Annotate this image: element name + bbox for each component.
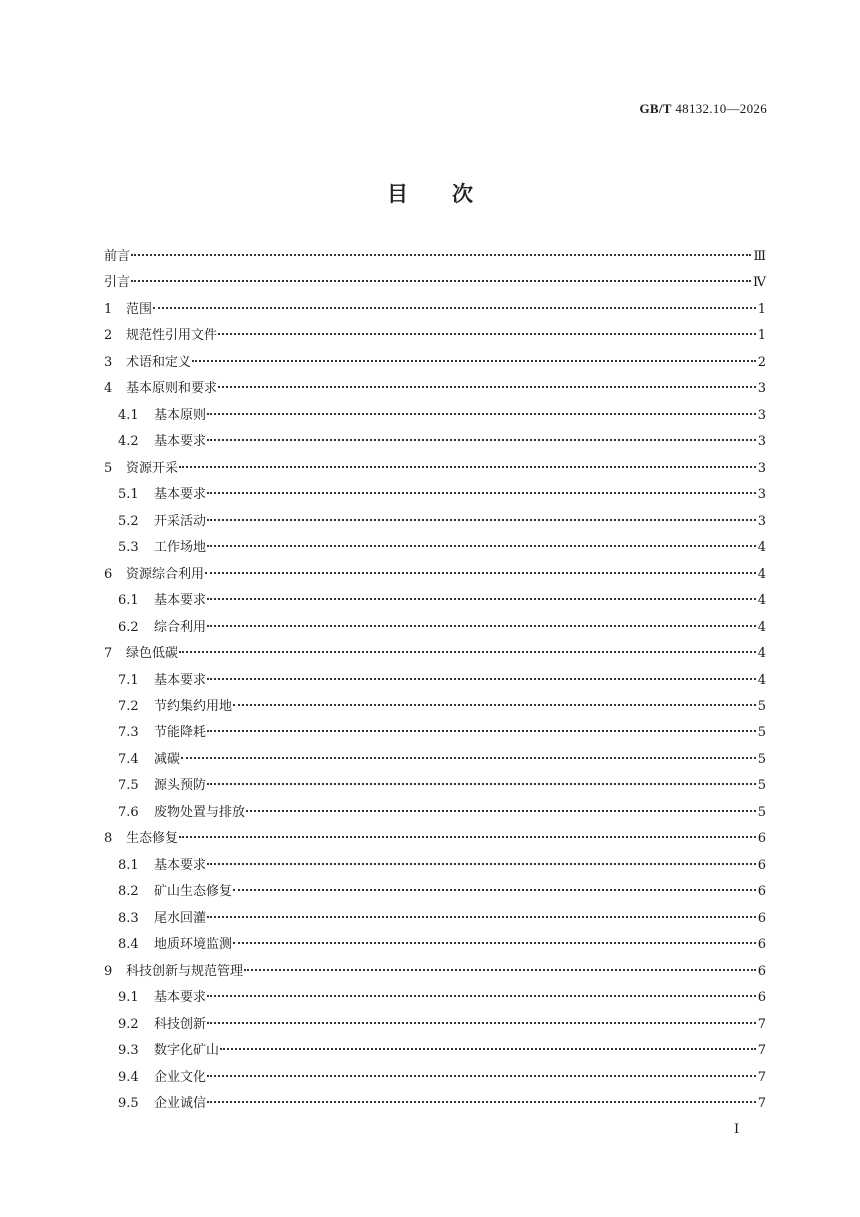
standard-code: 48132.10—2026 bbox=[675, 101, 767, 116]
toc-entry-page: Ⅲ bbox=[753, 249, 766, 264]
dot-leader bbox=[207, 730, 756, 732]
dot-leader bbox=[207, 783, 756, 785]
toc-entry-title: 企业文化 bbox=[154, 1069, 207, 1085]
toc-entry-title: 规范性引用文件 bbox=[126, 328, 218, 344]
dot-leader bbox=[218, 333, 756, 335]
dot-leader bbox=[179, 466, 756, 468]
toc-entry[interactable] bbox=[104, 641, 766, 667]
dot-leader bbox=[207, 625, 756, 627]
toc-entry-number: 5.1 bbox=[118, 487, 139, 503]
table-of-contents bbox=[104, 244, 766, 1117]
toc-entry-title: 矿山生态修复 bbox=[154, 884, 233, 900]
toc-entry-page: 5 bbox=[757, 804, 766, 820]
toc-subentry[interactable] bbox=[104, 932, 766, 958]
toc-entry-title: 数字化矿山 bbox=[154, 1043, 220, 1059]
toc-entry-number: 9 bbox=[104, 963, 113, 979]
toc-entry[interactable] bbox=[104, 826, 766, 852]
toc-entry-number: 8.4 bbox=[118, 937, 139, 953]
toc-entry-number: 9.3 bbox=[118, 1043, 139, 1059]
toc-entry-page: 6 bbox=[757, 910, 766, 926]
toc-subentry[interactable] bbox=[104, 694, 766, 720]
dot-leader bbox=[207, 678, 756, 680]
toc-entry-number: 8.1 bbox=[118, 857, 139, 873]
toc-subentry[interactable] bbox=[104, 800, 766, 826]
toc-entry-number: 7.5 bbox=[118, 778, 139, 794]
toc-entry-number: 9.5 bbox=[118, 1096, 139, 1111]
toc-entry-page: 4 bbox=[757, 566, 766, 582]
dot-leader bbox=[181, 757, 756, 759]
toc-entry-title: 范围 bbox=[126, 301, 153, 317]
toc-entry-number: 9.4 bbox=[118, 1069, 139, 1085]
toc-entry-title: 基本原则 bbox=[154, 407, 207, 423]
standard-number bbox=[640, 101, 767, 117]
toc-entry-number: 3 bbox=[104, 354, 113, 370]
dot-leader bbox=[179, 651, 756, 653]
toc-entry-page: 6 bbox=[757, 831, 766, 847]
toc-entry-number: 5.3 bbox=[118, 540, 139, 556]
toc-entry-number: 5.2 bbox=[118, 513, 139, 529]
page-title: 目次 bbox=[387, 182, 517, 206]
toc-entry-number: 6.1 bbox=[118, 593, 139, 609]
toc-entry-number: 6.2 bbox=[118, 619, 139, 635]
toc-subentry[interactable] bbox=[104, 482, 766, 508]
toc-subentry[interactable] bbox=[104, 1012, 766, 1038]
toc-entry-title: 基本要求 bbox=[154, 857, 207, 873]
toc-entry-number: 7 bbox=[104, 646, 113, 662]
toc-entry-title: 术语和定义 bbox=[126, 354, 192, 370]
dot-leader bbox=[192, 360, 756, 362]
toc-entry-page: 7 bbox=[757, 1096, 766, 1111]
toc-entry-title: 引言 bbox=[104, 275, 131, 291]
toc-entry-number: 7.6 bbox=[118, 804, 139, 820]
toc-subentry[interactable] bbox=[104, 879, 766, 905]
toc-entry-page: 4 bbox=[757, 672, 766, 688]
toc-entry-title: 前言 bbox=[104, 249, 131, 264]
toc-entry-number: 9.1 bbox=[118, 990, 139, 1006]
toc-entry-number: 2 bbox=[104, 328, 113, 344]
toc-entry-title: 资源综合利用 bbox=[126, 566, 205, 582]
toc-subentry[interactable] bbox=[104, 1091, 766, 1117]
toc-entry-title: 资源开采 bbox=[126, 460, 179, 476]
toc-entry-number: 4.1 bbox=[118, 407, 139, 423]
toc-subentry[interactable] bbox=[104, 429, 766, 455]
dot-leader bbox=[207, 413, 756, 415]
toc-entry-title: 节能降耗 bbox=[154, 725, 207, 741]
toc-entry-title: 工作场地 bbox=[154, 540, 207, 556]
toc-subentry[interactable] bbox=[104, 906, 766, 932]
toc-entry[interactable] bbox=[104, 323, 766, 349]
toc-entry-page: 7 bbox=[757, 1069, 766, 1085]
dot-leader bbox=[207, 519, 756, 521]
toc-entry-number: 6 bbox=[104, 566, 113, 582]
toc-entry-number: 8 bbox=[104, 831, 113, 847]
toc-entry-title: 源头预防 bbox=[154, 778, 207, 794]
toc-subentry[interactable] bbox=[104, 509, 766, 535]
toc-entry-page: 6 bbox=[757, 990, 766, 1006]
standard-prefix: GB/T bbox=[639, 101, 672, 116]
toc-subentry[interactable] bbox=[104, 588, 766, 614]
dot-leader bbox=[207, 598, 756, 600]
toc-subentry[interactable] bbox=[104, 773, 766, 799]
toc-subentry[interactable] bbox=[104, 853, 766, 879]
toc-subentry[interactable] bbox=[104, 1065, 766, 1091]
toc-entry-page: 6 bbox=[757, 857, 766, 873]
toc-entry-title: 废物处置与排放 bbox=[154, 804, 246, 820]
toc-entry-number: 8.3 bbox=[118, 910, 139, 926]
toc-entry[interactable] bbox=[104, 270, 766, 296]
toc-entry-page: 5 bbox=[757, 698, 766, 714]
toc-subentry[interactable] bbox=[104, 747, 766, 773]
toc-entry[interactable] bbox=[104, 350, 766, 376]
dot-leader bbox=[207, 916, 756, 918]
dot-leader bbox=[207, 995, 756, 997]
toc-entry-page: 1 bbox=[757, 328, 766, 344]
toc-entry-page: 3 bbox=[757, 407, 766, 423]
dot-leader bbox=[131, 254, 751, 256]
toc-entry[interactable] bbox=[104, 376, 766, 402]
toc-entry[interactable] bbox=[104, 297, 766, 323]
toc-entry-page: 6 bbox=[757, 884, 766, 900]
toc-entry-title: 尾水回灌 bbox=[154, 910, 207, 926]
toc-entry-page: 3 bbox=[757, 434, 766, 450]
dot-leader bbox=[220, 1048, 756, 1050]
dot-leader bbox=[233, 704, 756, 706]
page-number: Ⅰ bbox=[734, 1121, 740, 1136]
toc-entry-title: 科技创新与规范管理 bbox=[126, 963, 244, 979]
dot-leader bbox=[244, 969, 756, 971]
toc-entry[interactable] bbox=[104, 959, 766, 985]
toc-entry-page: 5 bbox=[757, 751, 766, 767]
toc-entry-title: 开采活动 bbox=[154, 513, 207, 529]
dot-leader bbox=[207, 439, 756, 441]
dot-leader bbox=[153, 307, 756, 309]
toc-entry-number: 7.3 bbox=[118, 725, 139, 741]
toc-entry-page: 5 bbox=[757, 725, 766, 741]
toc-entry-title: 节约集约用地 bbox=[154, 698, 233, 714]
toc-entry-title: 绿色低碳 bbox=[126, 646, 179, 662]
toc-entry[interactable] bbox=[104, 244, 766, 270]
toc-entry-number: 5 bbox=[104, 460, 113, 476]
dot-leader bbox=[207, 863, 756, 865]
toc-entry-page: 7 bbox=[757, 1043, 766, 1059]
toc-entry-page: 4 bbox=[757, 540, 766, 556]
toc-entry-page: 5 bbox=[757, 778, 766, 794]
toc-entry-page: 4 bbox=[757, 619, 766, 635]
dot-leader bbox=[207, 492, 756, 494]
toc-entry-title: 企业诚信 bbox=[154, 1096, 207, 1111]
toc-entry-page: 3 bbox=[757, 487, 766, 503]
toc-entry-title: 生态修复 bbox=[126, 831, 179, 847]
toc-entry-title: 综合利用 bbox=[154, 619, 207, 635]
toc-subentry[interactable] bbox=[104, 1038, 766, 1064]
toc-entry-title: 地质环境监测 bbox=[154, 937, 233, 953]
dot-leader bbox=[179, 836, 756, 838]
toc-entry-page: 3 bbox=[757, 460, 766, 476]
dot-leader bbox=[218, 386, 756, 388]
toc-entry-page: 3 bbox=[757, 513, 766, 529]
dot-leader bbox=[207, 545, 756, 547]
toc-entry-number: 9.2 bbox=[118, 1016, 139, 1032]
toc-entry-title: 基本原则和要求 bbox=[126, 381, 218, 397]
dot-leader bbox=[246, 810, 756, 812]
toc-entry-title: 基本要求 bbox=[154, 487, 207, 503]
toc-entry-number: 8.2 bbox=[118, 884, 139, 900]
toc-entry[interactable] bbox=[104, 456, 766, 482]
dot-leader bbox=[233, 889, 756, 891]
toc-subentry[interactable] bbox=[104, 668, 766, 694]
toc-entry-page: 3 bbox=[757, 381, 766, 397]
toc-entry-title: 基本要求 bbox=[154, 672, 207, 688]
toc-subentry[interactable] bbox=[104, 985, 766, 1011]
toc-entry-page: 4 bbox=[757, 593, 766, 609]
dot-leader bbox=[233, 942, 756, 944]
toc-entry-title: 科技创新 bbox=[154, 1016, 207, 1032]
toc-entry-page: 6 bbox=[757, 937, 766, 953]
toc-entry-page: Ⅳ bbox=[753, 275, 766, 291]
dot-leader bbox=[207, 1022, 756, 1024]
dot-leader bbox=[207, 1101, 756, 1103]
toc-subentry[interactable] bbox=[104, 535, 766, 561]
toc-entry-page: 6 bbox=[757, 963, 766, 979]
toc-subentry[interactable] bbox=[104, 720, 766, 746]
toc-entry-number: 4 bbox=[104, 381, 113, 397]
toc-entry-number: 7.2 bbox=[118, 698, 139, 714]
toc-subentry[interactable] bbox=[104, 615, 766, 641]
toc-entry-number: 1 bbox=[104, 301, 113, 317]
toc-entry-page: 4 bbox=[757, 646, 766, 662]
dot-leader bbox=[205, 572, 756, 574]
toc-entry-page: 1 bbox=[757, 301, 766, 317]
toc-entry-title: 减碳 bbox=[154, 751, 181, 767]
toc-entry-page: 7 bbox=[757, 1016, 766, 1032]
toc-entry-number: 7.1 bbox=[118, 672, 139, 688]
toc-entry-page: 2 bbox=[757, 354, 766, 370]
toc-entry-title: 基本要求 bbox=[154, 434, 207, 450]
toc-subentry[interactable] bbox=[104, 403, 766, 429]
dot-leader bbox=[207, 1075, 756, 1077]
toc-entry-title: 基本要求 bbox=[154, 990, 207, 1006]
dot-leader bbox=[131, 280, 751, 282]
toc-entry-number: 7.4 bbox=[118, 751, 139, 767]
toc-entry-number: 4.2 bbox=[118, 434, 139, 450]
toc-entry[interactable] bbox=[104, 562, 766, 588]
toc-entry-title: 基本要求 bbox=[154, 593, 207, 609]
